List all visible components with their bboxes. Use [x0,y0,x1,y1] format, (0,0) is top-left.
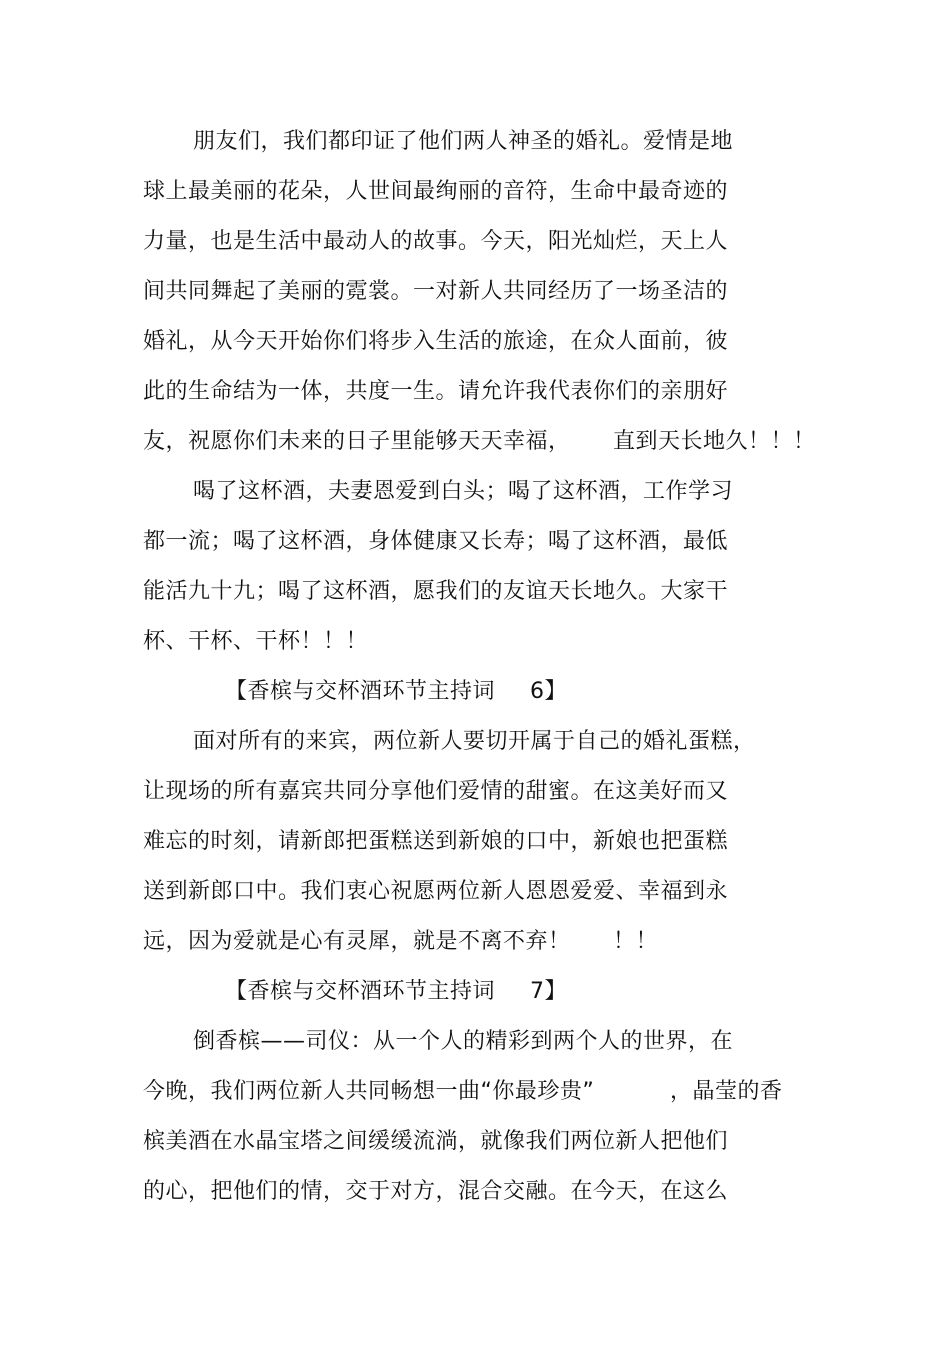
paragraph-line: 难忘的时刻，请新郎把蛋糕送到新娘的口中，新娘也把蛋糕 [143,829,729,854]
paragraph-line: 让现场的所有嘉宾共同分享他们爱情的甜蜜。在这美好而又 [143,779,729,804]
paragraph-line: 的心，把他们的情，交于对方，混合交融。在今天，在这么 [143,1179,729,1204]
section-heading-number: 6】 [530,679,567,704]
paragraph-line: 力量，也是生活中最动人的故事。今天，阳光灿烂，天上人 [143,229,729,254]
paragraph-line: 喝了这杯酒，夫妻恩爱到白头；喝了这杯酒，工作学习 [193,479,734,504]
paragraph-line: 杯、干杯、干杯！！！ [143,629,369,654]
paragraph-line: 送到新郎口中。我们衷心祝愿两位新人恩恩爱爱、幸福到永 [143,879,729,904]
paragraph-line: 能活九十九；喝了这杯酒，愿我们的友谊天长地久。大家干 [143,579,729,604]
section-heading-number: 7】 [530,979,567,1004]
paragraph-line: 友，祝愿你们未来的日子里能够天天幸福， [143,429,571,454]
paragraph-line: ，晶莹的香 [670,1079,783,1104]
paragraph-line: 此的生命结为一体，共度一生。请允许我代表你们的亲朋好 [143,379,729,404]
paragraph-line: 面对所有的来宾，两位新人要切开属于自己的婚礼蛋糕， [193,729,756,754]
paragraph-line: 直到天长地久！！！ [613,429,816,454]
paragraph-line: 间共同舞起了美丽的霓裳。一对新人共同经历了一场圣洁的 [143,279,729,304]
paragraph-line: 槟美酒在水晶宝塔之间缓缓流淌，就像我们两位新人把他们 [143,1129,729,1154]
paragraph-line: 球上最美丽的花朵，人世间最绚丽的音符，生命中最奇迹的 [143,179,729,204]
paragraph-line: 婚礼，从今天开始你们将步入生活的旅途，在众人面前，彼 [143,329,729,354]
section-heading: 【香槟与交杯酒环节主持词 [225,979,496,1004]
paragraph-line: ！！ [613,929,659,954]
section-heading: 【香槟与交杯酒环节主持词 [225,679,496,704]
paragraph-line: 都一流；喝了这杯酒，身体健康又长寿；喝了这杯酒，最低 [143,529,729,554]
paragraph-line: 今晚，我们两位新人共同畅想一曲“你最珍贵” [143,1079,595,1104]
paragraph-line: 朋友们，我们都印证了他们两人神圣的婚礼。爱情是地 [193,129,734,154]
paragraph-line: 远，因为爱就是心有灵犀，就是不离不弃！ [143,929,571,954]
paragraph-line: 倒香槟——司仪：从一个人的精彩到两个人的世界，在 [193,1029,734,1054]
